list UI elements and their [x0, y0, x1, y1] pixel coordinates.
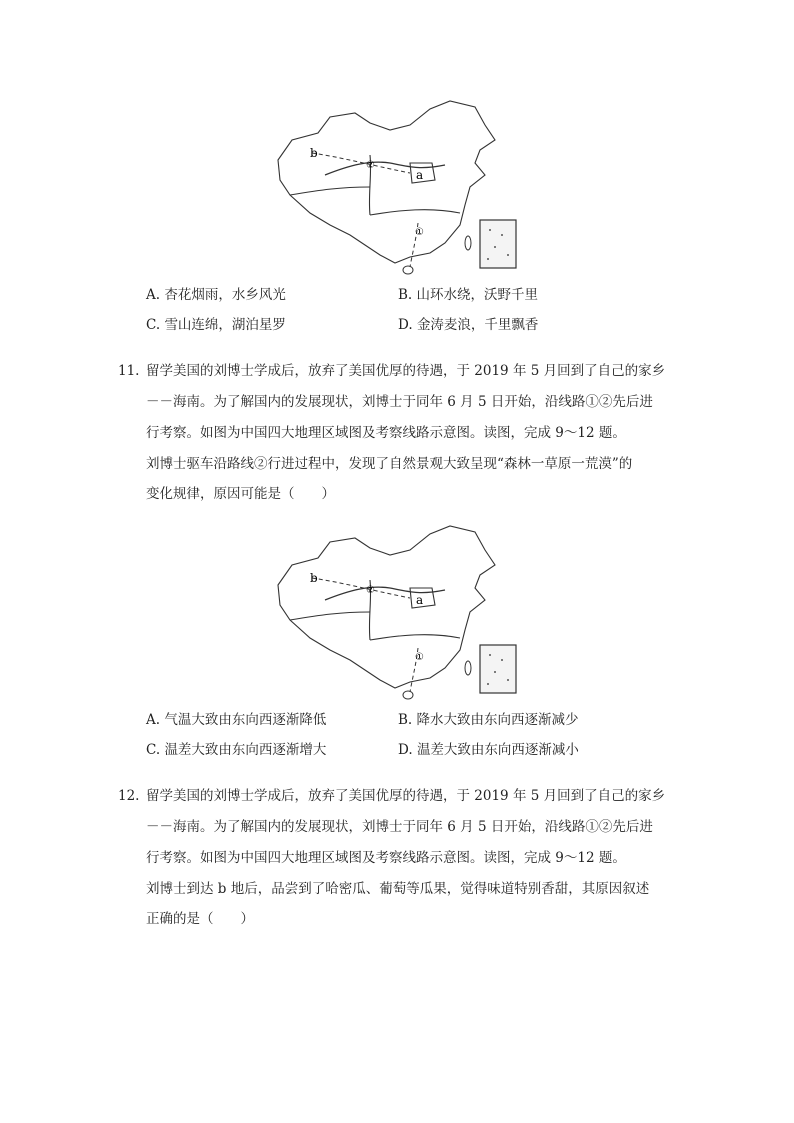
- map-figure: [270, 95, 520, 275]
- q10-option-b[interactable]: B. 山环水绕，沃野千里: [398, 287, 539, 303]
- map-label-b: b: [310, 146, 318, 160]
- map-label-route1: ①: [415, 652, 424, 663]
- map-label-a: a: [416, 168, 424, 182]
- q11-line-2: －－海南。为了解国内的发展现状，刘博士于同年 6 月 5 日开始，沿线路①②先后进: [146, 394, 653, 410]
- q12-line-4: 刘博士到达 b 地后，品尝到了哈密瓜、葡萄等瓜果，觉得味道特别香甜，其原因叙述: [146, 881, 650, 897]
- q12-line-5: 正确的是（ ）: [146, 911, 254, 927]
- map-label-a: a: [416, 593, 424, 607]
- q11-line-3: 行考察。如图为中国四大地理区域图及考察线路示意图。读图，完成 9～12 题。: [146, 425, 626, 441]
- q11-line-1: 留学美国的刘博士学成后，放弃了美国优厚的待遇，于 2019 年 5 月回到了自己的家乡: [146, 363, 666, 379]
- q11-line-4: 刘博士驱车沿路线②行进过程中，发现了自然景观大致呈现“森林一草原一荒漠”的: [146, 456, 633, 472]
- map-label-route1: ①: [415, 227, 424, 238]
- q10-option-d[interactable]: D. 金涛麦浪，千里飘香: [398, 317, 539, 333]
- map-figure: [270, 520, 520, 700]
- china-regions-map-2: [270, 520, 520, 700]
- q10-option-c[interactable]: C. 雪山连绵，湖泊星罗: [146, 317, 286, 333]
- map-label-b: b: [310, 571, 318, 585]
- q12-line-2: －－海南。为了解国内的发展现状，刘博士于同年 6 月 5 日开始，沿线路①②先后进: [146, 819, 653, 835]
- q12-line-1: 留学美国的刘博士学成后，放弃了美国优厚的待遇，于 2019 年 5 月回到了自己的家乡: [146, 788, 666, 804]
- q11-line-5: 变化规律，原因可能是（ ）: [146, 486, 335, 502]
- q12-line-3: 行考察。如图为中国四大地理区域图及考察线路示意图。读图，完成 9～12 题。: [146, 850, 626, 866]
- q10-option-a[interactable]: A. 杏花烟雨，水乡风光: [146, 287, 286, 303]
- q11-option-b[interactable]: B. 降水大致由东向西逐渐减少: [398, 712, 579, 728]
- q12-number: 12.: [118, 788, 140, 804]
- q11-option-a[interactable]: A. 气温大致由东向西逐渐降低: [146, 712, 327, 728]
- map-label-route2: ②: [366, 160, 375, 171]
- q11-number: 11.: [118, 363, 140, 379]
- q11-option-d[interactable]: D. 温差大致由东向西逐渐减小: [398, 742, 579, 758]
- china-regions-map-1: [270, 95, 520, 275]
- q11-option-c[interactable]: C. 温差大致由东向西逐渐增大: [146, 742, 327, 758]
- map-label-route2: ②: [366, 585, 375, 596]
